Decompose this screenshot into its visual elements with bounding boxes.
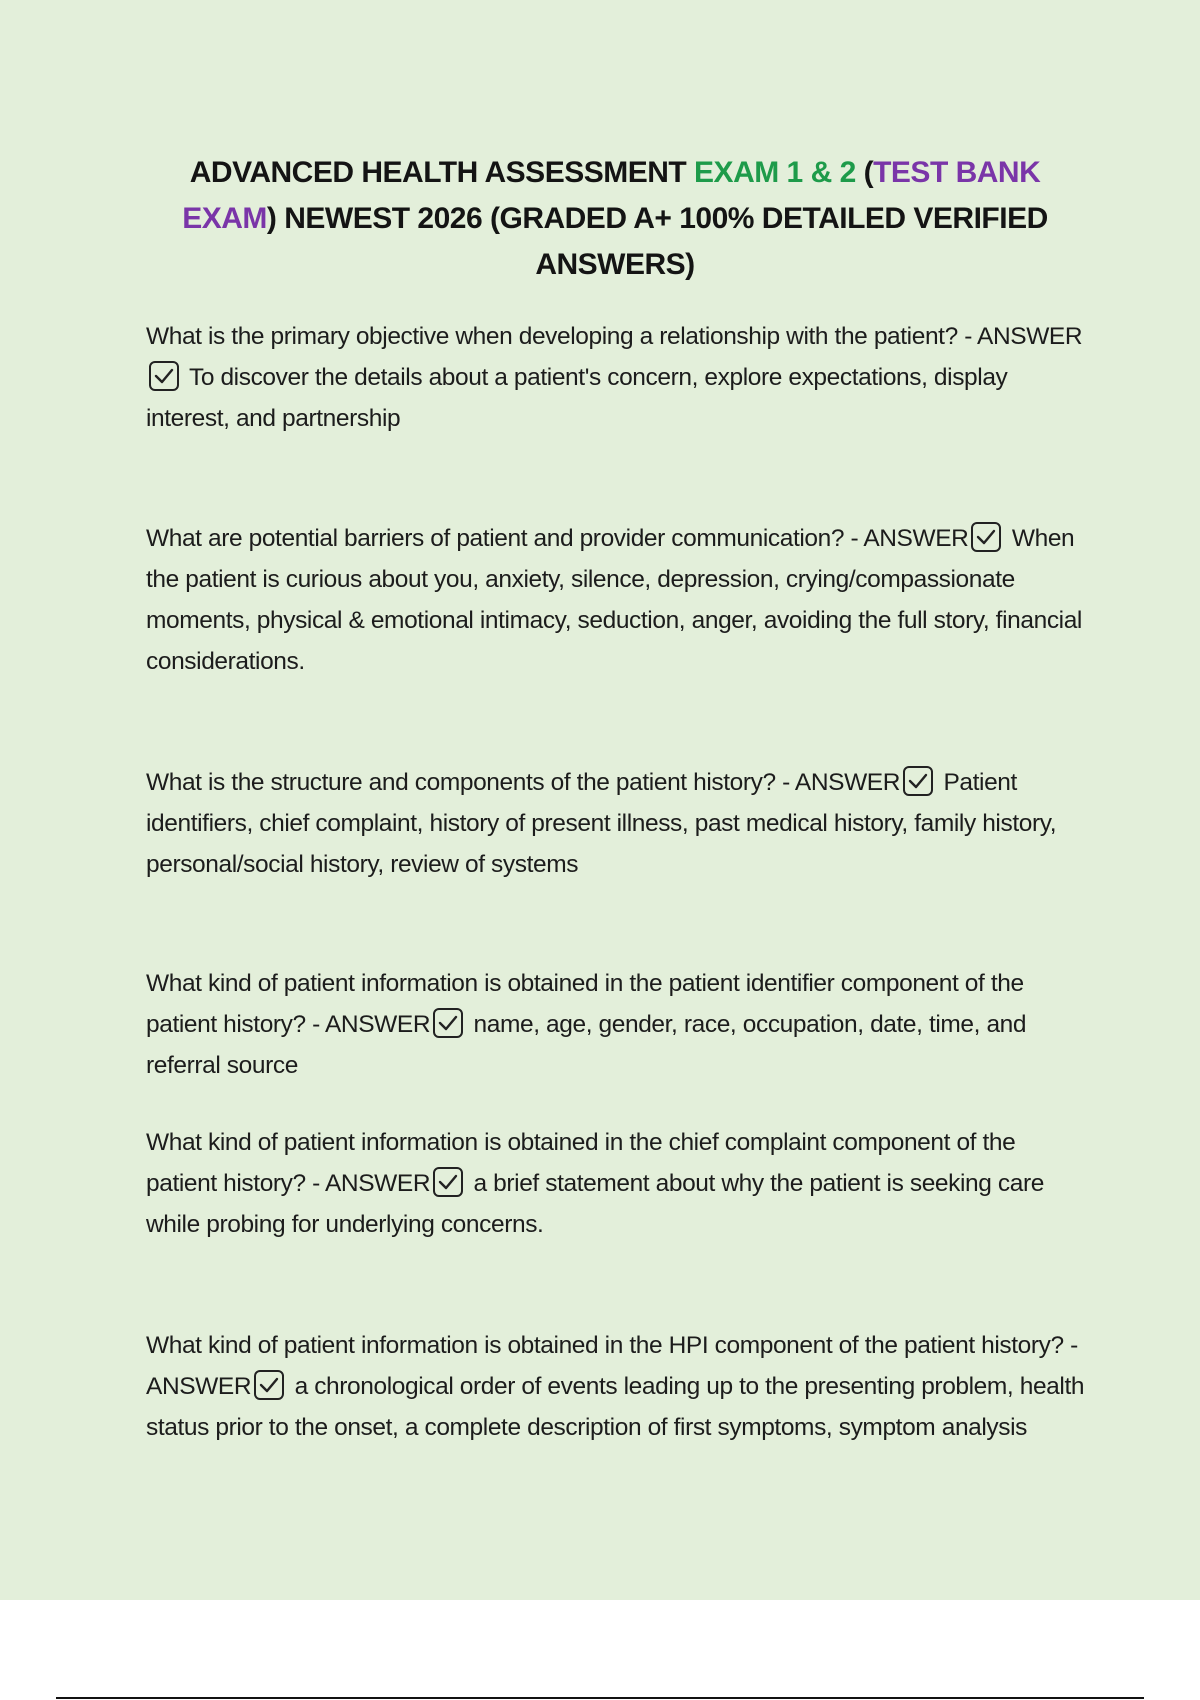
question-text: What are potential barriers of patient and provider communication? - ANSWER: [146, 525, 969, 552]
checkbox-checked-icon: [971, 522, 1001, 552]
question-text: What is the primary objective when developing a relationship with the patient? - ANSWER: [146, 323, 1083, 350]
checkbox-checked-icon: [433, 1008, 463, 1038]
qa-item: [146, 316, 1086, 439]
title-part-1: ADVANCED HEALTH ASSESSMENT: [189, 156, 695, 189]
question-text: What kind of patient information is obtained in the patient identifier component of the patient history? - ANSWER: [146, 970, 1024, 1038]
answer-text: a chronological order of events leading up to the presenting problem, health status prior to the onset, a complete description of first symptoms, symptom analysis: [146, 1373, 1085, 1441]
answer-text: a brief statement about why the patient is seeking care while probing for underlying concerns.: [146, 1170, 1044, 1238]
qa-item: [146, 518, 1086, 682]
qa-item: [146, 963, 1086, 1086]
title-test-bank-highlight: TEST BANK EXAM: [182, 156, 1041, 235]
checkbox-checked-icon: [149, 361, 179, 391]
qa-item: [146, 762, 1086, 885]
checkbox-checked-icon: [254, 1370, 284, 1400]
qa-item: [146, 1325, 1086, 1448]
answer-text: name, age, gender, race, occupation, date, time, and referral source: [146, 1011, 1027, 1079]
title-part-3: (: [855, 156, 874, 189]
checkbox-checked-icon: [433, 1167, 463, 1197]
question-text: What is the structure and components of the patient history? - ANSWER: [146, 769, 901, 796]
answer-text: Patient identifiers, chief complaint, history of present illness, past medical history, family history, personal/social history, review of systems: [146, 769, 1057, 878]
title-exam-highlight: EXAM 1 & 2: [694, 156, 856, 189]
qa-item: [146, 1122, 1086, 1245]
footer-divider: [56, 1697, 1144, 1699]
document-title: [150, 150, 1080, 288]
answer-text: When the patient is curious about you, anxiety, silence, depression, crying/compassionate moments, physical & emotional intimacy, seduction, anger, avoiding the full story, financial considerations.: [146, 525, 1082, 675]
question-text: What kind of patient information is obtained in the chief complaint component of the patient history? - ANSWER: [146, 1129, 1016, 1197]
question-text: What kind of patient information is obtained in the HPI component of the patient history? - ANSWER: [146, 1332, 1078, 1400]
checkbox-checked-icon: [903, 766, 933, 796]
answer-text: To discover the details about a patient's concern, explore expectations, display interest, and partnership: [146, 364, 1008, 432]
title-part-5: ) NEWEST 2026 (GRADED A+ 100% DETAILED VERIFIED ANSWERS): [266, 202, 1048, 281]
